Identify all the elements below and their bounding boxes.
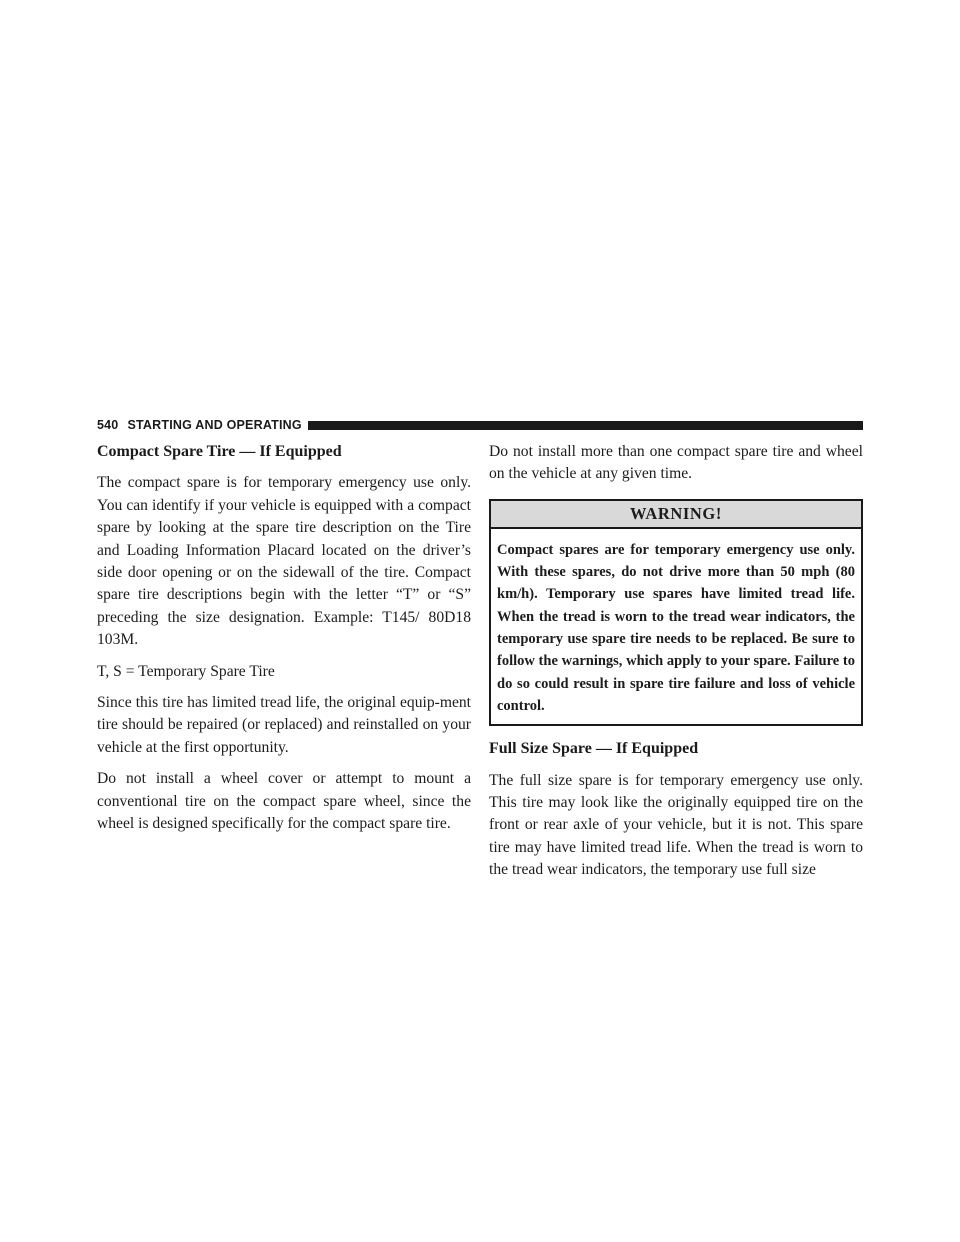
tread-life-paragraph: Since this tire has limited tread life, the original equip-ment tire should be repaired (or replaced) and reinstalled on your vehicle at the first opportunity. xyxy=(97,694,471,756)
left-column xyxy=(97,441,471,845)
warning-box xyxy=(489,499,863,726)
section-title: STARTING AND OPERATING xyxy=(127,418,302,432)
header-rule xyxy=(308,421,863,430)
page-number: 540 xyxy=(97,418,119,432)
full-size-spare-paragraph: The full size spare is for temporary emergency use only. This tire may look like the originally equipped tire on the front or rear axle of your vehicle, but it is not. This spare tire may have limited tread life. When the tread is worn to the tread wear indicators, the temporary use full size xyxy=(489,771,863,879)
warning-title: WARNING! xyxy=(491,501,861,529)
compact-spare-heading: Compact Spare Tire — If Equipped xyxy=(97,443,342,460)
temporary-spare-definition: T, S = Temporary Spare Tire xyxy=(97,662,275,680)
right-column xyxy=(489,441,863,891)
full-size-spare-heading: Full Size Spare — If Equipped xyxy=(489,740,699,758)
install-one-spare-paragraph: Do not install more than one compact spare tire and wheel on the vehicle at any given time. xyxy=(489,443,863,483)
compact-spare-paragraph: The compact spare is for temporary emergency use only. You can identify if your vehicle is equipped with a compact spare by looking at the spare tire description on the Tire and Loading Information Placard located on the driver’s side door opening or on the sidewall of the tire. Compact spare tire descriptions begin with the letter “T” or “S” preceding the size designation. Example: T145/ 80D18 103M. xyxy=(97,474,471,649)
warning-text: Compact spares are for temporary emergency use only. With these spares, do not drive more than 50 mph (80 km/h). Temporary use spares have limited tread life. When the tread is worn to the tread wear indicators, the temporary use spare tire needs to be replaced. Be sure to follow the warnings, which apply to your spare. Failure to do so could result in spare tire failure and loss of vehicle control. xyxy=(497,541,855,714)
wheel-cover-paragraph: Do not install a wheel cover or attempt to mount a conventional tire on the compact spare wheel, since the wheel is designed specifically for the compact spare tire. xyxy=(97,770,471,833)
page-header xyxy=(97,417,863,433)
